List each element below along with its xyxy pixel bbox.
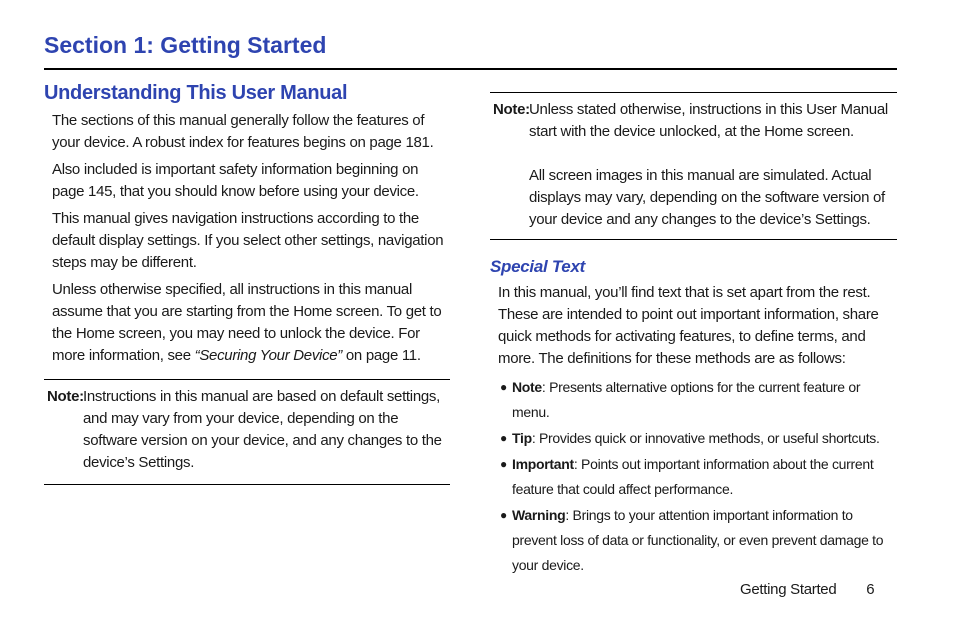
left-column [44, 82, 450, 485]
list-item-term: Note [512, 379, 542, 395]
paragraph-1: The sections of this manual generally follow the features of your device. A robust index for features begins on page 181. [52, 112, 434, 151]
list-item-term: Tip [512, 430, 532, 446]
special-intro: In this manual, you’ll find text that is set apart from the rest. These are intended to point out important information, share quick methods for activating features, to define terms, and more. The definitions for these methods are as follows: [498, 284, 879, 367]
list-item-desc: : Points out important information about the current feature that could affect performance. [512, 456, 874, 497]
note-label: Note: [47, 388, 84, 405]
list-item-term: Warning [512, 507, 566, 523]
paragraph-4 [52, 279, 450, 367]
securing-device-link[interactable]: “Securing Your Device” [194, 347, 343, 364]
right-note-box [490, 92, 897, 240]
bullet-icon: ● [500, 457, 507, 471]
paragraph-4-tail: on page 11. [342, 347, 421, 364]
paragraph-4-text: Unless otherwise specified, all instructions in this manual assume that you are starting from the Home screen. To get to the Home screen, you may need to unlock the device. For more information, see [52, 281, 442, 364]
title-divider [44, 68, 897, 70]
bullet-icon: ● [500, 508, 507, 522]
note-paragraph-1: Unless stated otherwise, instructions in this User Manual start with the device unlocked, at the Home screen. [529, 101, 888, 140]
special-text-heading: Special Text [490, 257, 585, 276]
paragraph-2: Also included is important safety information beginning on page 145, that you should know before using your device. [52, 161, 419, 200]
section-title: Section 1: Getting Started [44, 32, 327, 58]
page-number: 6 [866, 581, 875, 598]
note-text [529, 99, 897, 231]
list-item-desc: : Brings to your attention important information to prevent loss of data or functionality, or even prevent damage to your device. [512, 507, 884, 573]
note-paragraph-2: All screen images in this manual are simulated. Actual displays may vary, depending on the software version of your device and any changes to the device’s Settings. [529, 167, 885, 228]
bullet-icon: ● [500, 431, 507, 445]
note-text: Instructions in this manual are based on default settings, and may vary from your device, depending on the software version on your device, and any changes to the device’s Settings. [83, 388, 442, 471]
note-label: Note: [493, 101, 530, 118]
footer-section-label: Getting Started [740, 581, 837, 598]
paragraph-3: This manual gives navigation instructions according to the default display settings. If you select other settings, navigation steps may be different. [52, 210, 444, 271]
understanding-heading: Understanding This User Manual [44, 82, 348, 104]
list-item-term: Important [512, 456, 574, 472]
bullet-icon: ● [500, 380, 507, 394]
right-column [490, 92, 897, 579]
list-item-desc: : Presents alternative options for the current feature or menu. [512, 379, 861, 420]
special-text-list [490, 375, 897, 578]
list-item-desc: : Provides quick or innovative methods, or useful shortcuts. [531, 430, 880, 446]
list-item [490, 426, 897, 451]
list-item [490, 503, 897, 578]
list-item [490, 452, 897, 502]
list-item [490, 375, 897, 425]
left-note-box [44, 379, 450, 485]
page-footer [740, 579, 874, 601]
